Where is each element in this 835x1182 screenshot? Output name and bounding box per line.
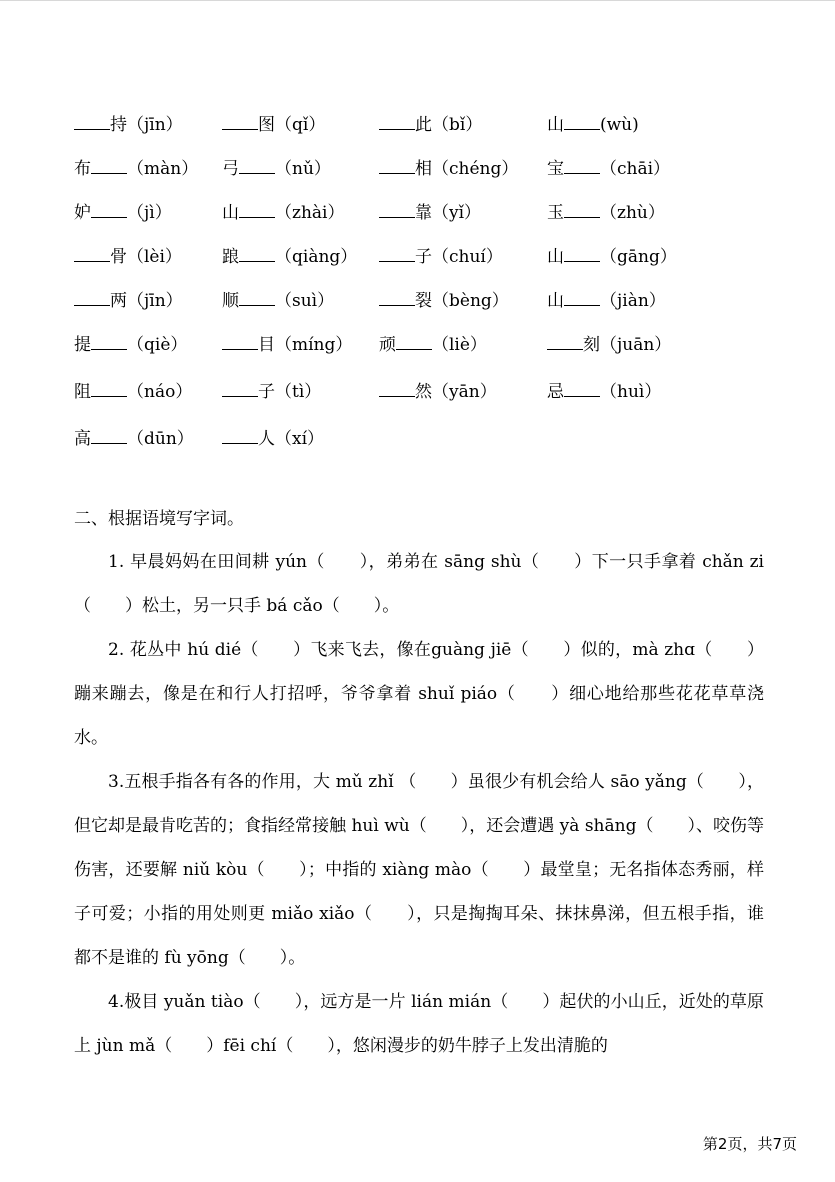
pinyin-item xyxy=(547,288,666,314)
pinyin-row xyxy=(74,104,774,148)
answer-blank[interactable] xyxy=(379,244,415,262)
answer-blank[interactable] xyxy=(564,112,600,130)
answer-blank[interactable] xyxy=(564,200,600,218)
pinyin-item xyxy=(547,379,661,405)
pinyin-item xyxy=(379,200,481,226)
pinyin-item xyxy=(222,426,324,452)
pinyin-item xyxy=(379,379,497,405)
item-suffix: 图（qǐ） xyxy=(258,115,326,135)
item-suffix: 子（tì） xyxy=(258,382,322,402)
item-suffix: 相（chéng） xyxy=(415,159,519,179)
answer-blank[interactable] xyxy=(74,288,110,306)
pinyin-item xyxy=(74,112,183,138)
pinyin-row xyxy=(74,371,774,418)
answer-blank[interactable] xyxy=(564,156,600,174)
item-suffix: 骨（lèi） xyxy=(110,247,182,267)
pinyin-item xyxy=(222,379,321,405)
item-suffix: （màn） xyxy=(127,159,199,179)
item-suffix: 靠（yǐ） xyxy=(415,203,482,223)
item-suffix: （huì） xyxy=(600,382,662,402)
pinyin-item xyxy=(547,332,671,358)
answer-blank[interactable] xyxy=(379,112,415,130)
answer-blank[interactable] xyxy=(74,112,110,130)
answer-blank[interactable] xyxy=(91,332,127,350)
item-prefix: 弓 xyxy=(222,159,239,179)
item-suffix: 裂（bèng） xyxy=(415,291,509,311)
section-title: 二、根据语境写字词。 xyxy=(74,509,244,529)
pinyin-item xyxy=(74,332,187,358)
pinyin-item xyxy=(74,426,194,452)
pinyin-row xyxy=(74,236,774,280)
answer-blank[interactable] xyxy=(379,200,415,218)
pinyin-item xyxy=(379,156,518,182)
item-suffix: (wù) xyxy=(600,115,639,135)
pinyin-row xyxy=(74,418,774,462)
item-suffix: 人（xí） xyxy=(258,429,325,449)
answer-blank[interactable] xyxy=(239,200,275,218)
top-border xyxy=(0,0,835,1)
answer-blank[interactable] xyxy=(91,426,127,444)
answer-blank[interactable] xyxy=(91,200,127,218)
item-suffix: （zhù） xyxy=(600,203,665,223)
pinyin-item xyxy=(379,244,503,270)
pinyin-row xyxy=(74,192,774,236)
item-suffix: （zhài） xyxy=(275,203,345,223)
pinyin-grid xyxy=(74,104,774,462)
pinyin-row xyxy=(74,280,774,324)
answer-blank[interactable] xyxy=(396,332,432,350)
item-suffix: （liè） xyxy=(432,335,487,355)
pinyin-item xyxy=(547,200,665,226)
paragraph-3: 3.五根手指各有各的作用，大 mǔ zhǐ （ ）虽很少有机会给人 sāo yǎng（ ），但它却是最肯吃苦的；食指经常接触 huì wù（ ），还会遭遇 yà shāng（ ）、咬伤等伤害，还要解 niǔ kòu（ ）；中指的 xiàng mào（ ）最堂皇；无名指体态秀丽，样子可爱；小指的用处则更 miǎo xiǎo（ ），只是掏掏耳朵、抹抹鼻涕，但五根手指，谁都不是谁的 fù yōng（ ）。 xyxy=(74,772,764,968)
pinyin-item xyxy=(74,200,172,226)
item-prefix: 踉 xyxy=(222,247,239,267)
pinyin-item xyxy=(222,112,325,138)
pinyin-row xyxy=(74,148,774,192)
answer-blank[interactable] xyxy=(379,156,415,174)
answer-blank[interactable] xyxy=(91,156,127,174)
pinyin-item xyxy=(222,156,331,182)
answer-blank[interactable] xyxy=(91,379,127,397)
pinyin-item xyxy=(74,288,183,314)
pinyin-item xyxy=(222,288,334,314)
answer-blank[interactable] xyxy=(222,112,258,130)
item-prefix: 山 xyxy=(547,291,564,311)
item-prefix: 顽 xyxy=(379,335,396,355)
pinyin-item xyxy=(74,379,192,405)
item-suffix: （dūn） xyxy=(127,429,194,449)
answer-blank[interactable] xyxy=(74,244,110,262)
pinyin-item xyxy=(379,332,487,358)
answer-blank[interactable] xyxy=(547,332,583,350)
answer-blank[interactable] xyxy=(222,426,258,444)
item-prefix: 提 xyxy=(74,335,91,355)
pinyin-item xyxy=(379,288,509,314)
pinyin-item xyxy=(379,112,482,138)
item-suffix: （chāi） xyxy=(600,159,671,179)
item-prefix: 山 xyxy=(222,203,239,223)
paragraph-2: 2. 花丛中 hú dié（ ）飞来飞去，像在guàng jiē（ ）似的，mà zhɑ（ ）蹦来蹦去，像是在和行人打招呼，爷爷拿着 shuǐ piáo（ ）细心地给那些花花草草浇水。 xyxy=(74,640,764,748)
item-prefix: 顺 xyxy=(222,291,239,311)
item-prefix: 宝 xyxy=(547,159,564,179)
answer-blank[interactable] xyxy=(239,244,275,262)
item-suffix: 两（jīn） xyxy=(110,291,183,311)
pinyin-item xyxy=(222,244,357,270)
answer-blank[interactable] xyxy=(564,288,600,306)
answer-blank[interactable] xyxy=(564,379,600,397)
item-prefix: 高 xyxy=(74,429,91,449)
pinyin-item xyxy=(222,332,352,358)
item-suffix: 目（míng） xyxy=(258,335,353,355)
answer-blank[interactable] xyxy=(239,288,275,306)
item-suffix: （suì） xyxy=(275,291,335,311)
item-prefix: 山 xyxy=(547,247,564,267)
item-suffix: （nǔ） xyxy=(275,159,331,179)
pinyin-item xyxy=(222,200,344,226)
item-suffix: （jì） xyxy=(127,203,172,223)
item-suffix: 子（chuí） xyxy=(415,247,503,267)
item-suffix: 此（bǐ） xyxy=(415,115,483,135)
item-suffix: （jiàn） xyxy=(600,291,666,311)
item-suffix: （qiàng） xyxy=(275,247,358,267)
pinyin-item xyxy=(74,156,198,182)
item-prefix: 妒 xyxy=(74,203,91,223)
item-suffix: 持（jīn） xyxy=(110,115,183,135)
item-prefix: 忌 xyxy=(547,382,564,402)
answer-blank[interactable] xyxy=(379,379,415,397)
answer-blank[interactable] xyxy=(379,288,415,306)
answer-blank[interactable] xyxy=(239,156,275,174)
answer-blank[interactable] xyxy=(222,379,258,397)
pinyin-item xyxy=(547,156,670,182)
paragraph-1: 1. 早晨妈妈在田间耕 yún（ ），弟弟在 sāng shù（ ）下一只手拿着 chǎn zi（ ）松土，另一只手 bá cǎo（ ）。 xyxy=(74,552,764,616)
item-suffix: （gāng） xyxy=(600,247,677,267)
item-prefix: 阻 xyxy=(74,382,91,402)
item-prefix: 布 xyxy=(74,159,91,179)
answer-blank[interactable] xyxy=(222,332,258,350)
answer-blank[interactable] xyxy=(564,244,600,262)
pinyin-item xyxy=(547,244,677,270)
item-prefix: 玉 xyxy=(547,203,564,223)
pinyin-item xyxy=(74,244,182,270)
item-prefix: 山 xyxy=(547,115,564,135)
item-suffix: （qiè） xyxy=(127,335,188,355)
item-suffix: 然（yān） xyxy=(415,382,497,402)
item-suffix: 刻（juān） xyxy=(583,335,672,355)
item-suffix: （náo） xyxy=(127,382,193,402)
page-footer: 第2页，共7页 xyxy=(702,1135,797,1153)
pinyin-row xyxy=(74,324,774,371)
pinyin-item xyxy=(547,112,639,138)
paragraph-4: 4.极目 yuǎn tiào（ ），远方是一片 lián mián（ ）起伏的小山丘，近处的草原上 jùn mǎ（ ）fēi chí（ ），悠闲漫步的奶牛脖子上发出清脆的 xyxy=(74,992,764,1056)
